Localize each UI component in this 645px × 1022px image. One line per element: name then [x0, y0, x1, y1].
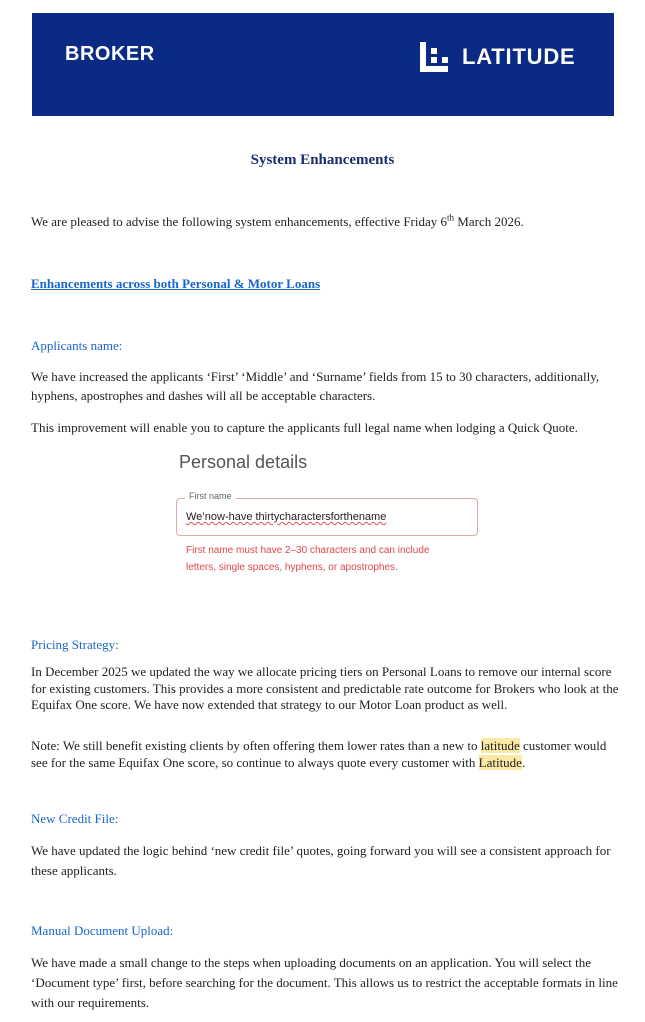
document-upload-paragraph: We have made a small change to the steps when uploading documents on an application. You will select the ‘Document type’ first, before searching for the document. This allows us to restrict the acceptable formats in line with our requirements. — [31, 955, 618, 1010]
pricing-paragraph: In December 2025 we updated the way we allocate pricing tiers on Personal Loans to remove our internal score for existing customers. This provides a more consistent and predictable rate outcome for Brokers who look at the Equifax One score. We have now extended that strategy to our Motor Loan product as well. — [31, 664, 619, 712]
first-name-value: We’now-have thirtycharactersforthename — [186, 511, 387, 523]
section-link-personal-motor[interactable]: Enhancements across both Personal & Motor Loans — [31, 276, 321, 291]
brand-name: LATITUDE — [462, 44, 576, 69]
intro-paragraph: We are pleased to advise the following system enhancements, effective Friday 6th March 2026. — [31, 212, 524, 229]
first-name-error: First name must have 2–30 characters and can include letters, single spaces, hyphens, or apostrophes. — [186, 545, 430, 573]
highlight-latitude-2: Latitude — [478, 754, 522, 770]
applicants-paragraph-2: This improvement will enable you to capture the applicants full legal name when lodging a Quick Quote. — [31, 420, 578, 435]
latitude-logo — [420, 41, 576, 73]
page-title: System Enhancements — [250, 152, 395, 168]
credit-file-paragraph: We have updated the logic behind ‘new credit file’ quotes, going forward you will see a consistent approach for these applicants. — [31, 843, 611, 878]
broker-label: BROKER — [65, 43, 155, 65]
applicants-paragraph-1: We have increased the applicants ‘First’ ‘Middle’ and ‘Surname’ fields from 15 to 30 characters, additionally, hyphens, apostrophes and dashes will all be acceptable characters. — [31, 369, 600, 403]
first-name-label: First name — [185, 491, 236, 501]
highlight-latitude-1: latitude — [480, 738, 520, 753]
document-upload-heading: Manual Document Upload: — [31, 923, 174, 938]
personal-details-figure — [173, 448, 483, 580]
pricing-heading: Pricing Strategy: — [31, 637, 119, 652]
header-banner — [32, 13, 614, 116]
first-name-field — [176, 491, 478, 536]
applicants-heading: Applicants name: — [31, 338, 123, 353]
pricing-note: Note: We still benefit existing clients by often offering them lower rates than a new to latitude customer would see for the same Equifax One score, so continue to always quote every customer with Latitude. — [31, 738, 607, 770]
personal-details-title: Personal details — [179, 452, 308, 472]
latitude-logo-icon — [420, 42, 450, 72]
credit-file-heading: New Credit File: — [31, 811, 119, 826]
